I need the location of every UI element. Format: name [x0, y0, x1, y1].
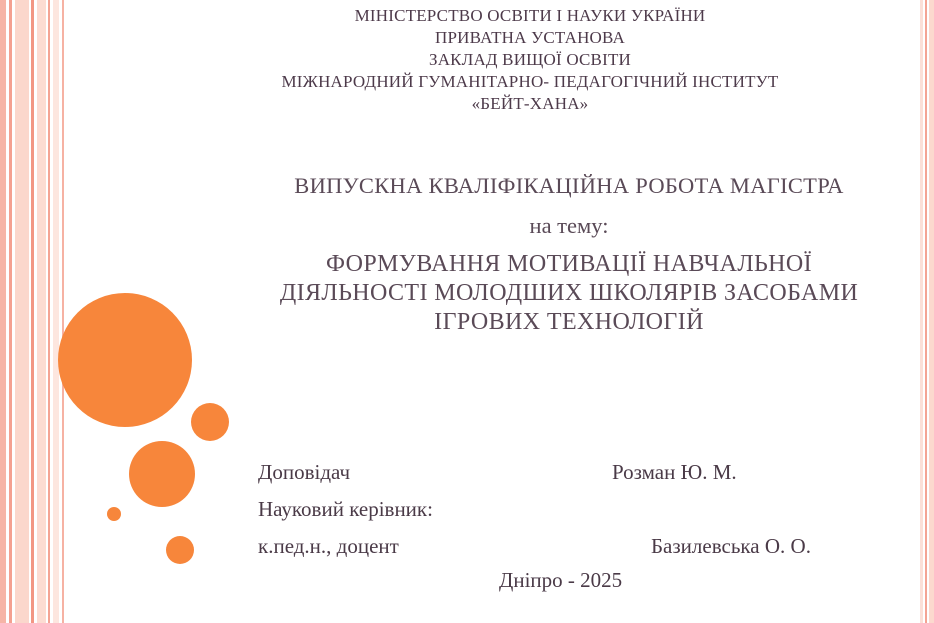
header-line: ПРИВАТНА УСТАНОВА — [435, 28, 625, 47]
header-line: МІЖНАРОДНИЙ ГУМАНІТАРНО- ПЕДАГОГІЧНИЙ ІНСТИТУТ — [281, 72, 779, 91]
institution-header — [200, 5, 860, 115]
supervisor-name: Базилевська О. О. — [651, 534, 811, 558]
stripe — [53, 0, 59, 623]
thesis-title — [200, 250, 934, 337]
stripe — [9, 0, 12, 623]
place-year: Дніпро - 2025 — [499, 568, 623, 592]
small-circle-decoration — [166, 536, 194, 564]
large-circle-decoration — [58, 293, 192, 427]
presenter-label: Доповідач — [258, 460, 351, 484]
medium-circle-decoration — [129, 441, 195, 507]
supervisor-label: Науковий керівник: — [258, 497, 433, 521]
header-line: «БЕЙТ-ХАНА» — [471, 94, 589, 113]
stripe — [37, 0, 46, 623]
thesis-title-line: ІГРОВИХ ТЕХНОЛОГІЙ — [434, 309, 704, 335]
stripe — [31, 0, 34, 623]
small-circle-decoration — [191, 403, 229, 441]
header-line: МІНІСТЕРСТВО ОСВІТИ І НАУКИ УКРАЇНИ — [354, 6, 706, 25]
thesis-title-line: ФОРМУВАННЯ МОТИВАЦІЇ НАВЧАЛЬНОЇ — [325, 251, 813, 277]
supervisor-degree: к.пед.н., доцент — [258, 534, 399, 558]
stripe — [15, 0, 29, 623]
left-stripe-decoration — [0, 0, 70, 623]
header-line: ЗАКЛАД ВИЩОЇ ОСВІТИ — [428, 50, 632, 69]
on-topic-label: на тему: — [529, 213, 609, 238]
work-type-heading: ВИПУСКНА КВАЛІФІКАЦІЙНА РОБОТА МАГІСТРА — [294, 173, 844, 198]
thesis-title-line: ДІЯЛЬНОСТІ МОЛОДШИХ ШКОЛЯРІВ ЗАСОБАМИ — [279, 280, 859, 306]
tiny-circle-decoration — [107, 507, 121, 521]
stripe — [48, 0, 50, 623]
stripe — [0, 0, 6, 623]
presenter-name: Розман Ю. М. — [612, 460, 737, 484]
stripe — [62, 0, 64, 623]
